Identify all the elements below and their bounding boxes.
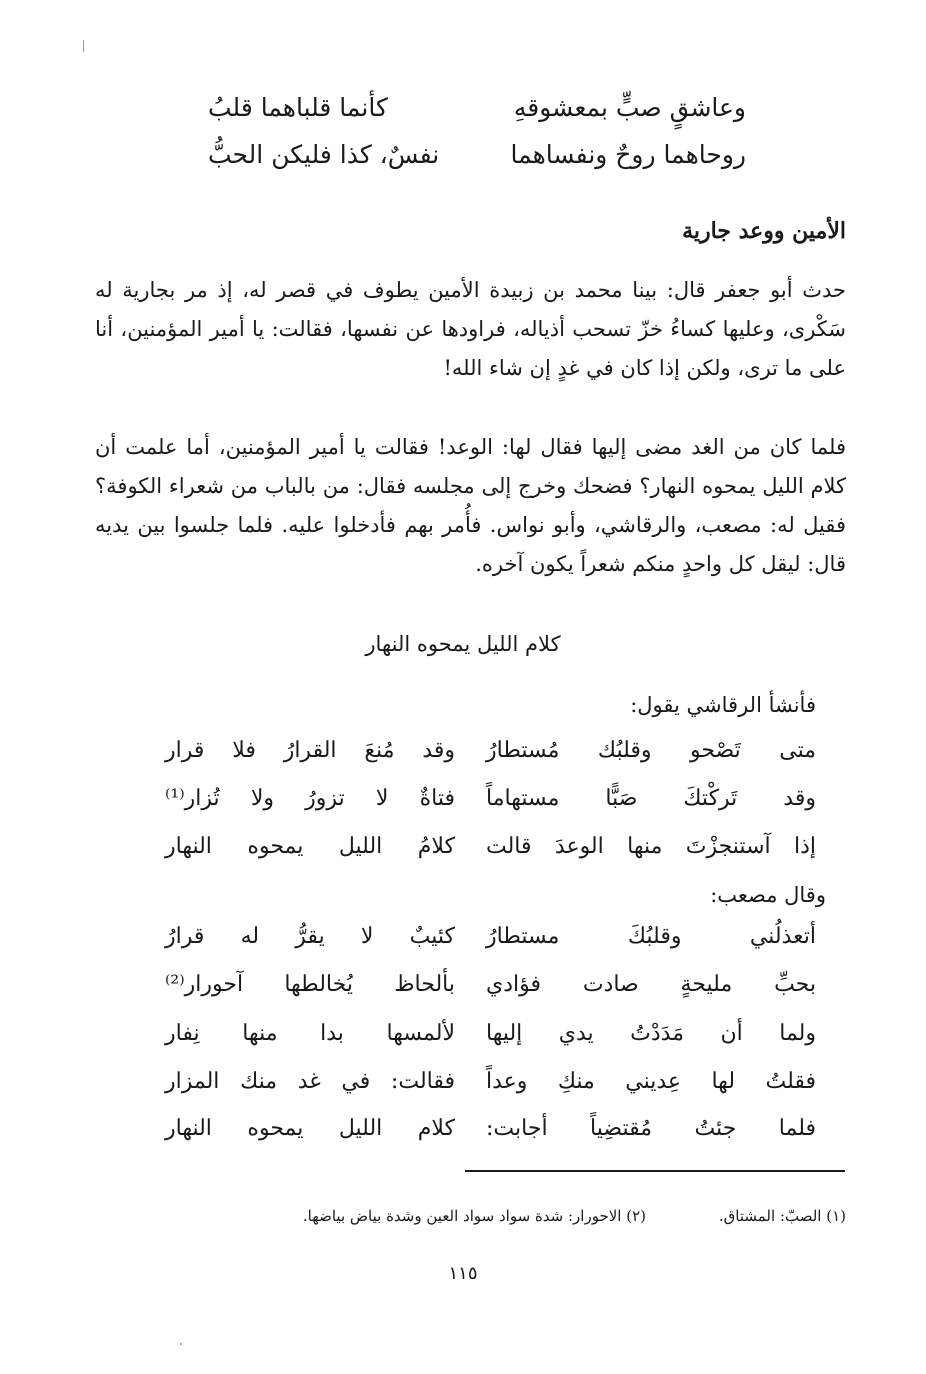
quote-title: كلام الليل يمحوه النهار [365,632,561,656]
opening-verse-1-left: كأنما قلباهما قلبُ [208,93,388,122]
poem1-line2-left: فتاةٌ لا تزورُ ولا تُزار⁽¹⁾ [165,786,455,811]
poem1-line2-right: وقد تَركْتكَ صَبًّا مستهاماً [486,786,816,811]
poem2-line4-left: فقالت: في غد منك المزار [165,1069,455,1094]
opening-verse-1-right: وعاشقٍ صبٍّ بمعشوقهِ [513,93,746,122]
section-title: الأمين ووعد جارية [682,218,846,244]
poem2-line2-left: بألحاظ يُخالطها آحورار⁽²⁾ [165,972,455,997]
poem2-line3-right: ولما أن مَدَدْتُ يدي إليها [486,1021,816,1046]
poem1-intro: فأنشأ الرقاشي يقول: [630,693,816,717]
page-number: ١١٥ [448,1263,478,1284]
poem1-line3-left: كلامُ الليل يمحوه النهار [165,834,455,859]
poem2-line1-left: كئيبٌ لا يقرُّ له قرارُ [165,924,455,949]
poem2-line1-right: أتعذلُني وقلبُكَ مستطارُ [486,924,816,949]
poem1-line3-right: إذا آستنجزْتَ منها الوعدَ قالت [486,834,816,859]
opening-verse-2-right: روحاهما روحٌ ونفساهما [510,140,746,169]
poem2-line3-left: لألمسها بدا منها نِفار [165,1021,455,1046]
paragraph-2: فلما كان من الغد مضى إليها فقال لها: الوعد! فقالت يا أمير المؤمنين، أما علمت أن كلام الليل يمحوه النهار؟ فضحك وخرج إلى مجلسه فقال: من بالباب من شعراء الكوفة؟ فقيل له: مصعب، والرقاشي، وأبو نواس. فأُمر بهم فأدخلوا عليه. فلما جلسوا بين يديه قال: ليقل كل واحدٍ منكم شعراً يكون آخره. [95,435,846,576]
poem2-line5-left: كلام الليل يمحوه النهار [165,1116,455,1141]
footnote-1: (١) الصبّ: المشتاق. [718,1207,846,1225]
poem1-line1-left: وقد مُنعَ القرارُ فلا قرار [165,738,455,763]
poem1-line1-right: متى تَصْحو وقلبُك مُستطارُ [486,738,816,763]
footnote-2: (٢) الاحورار: شدة سواد سواد العين وشدة بياض بياضها. [302,1207,646,1225]
scan-speck [180,1343,182,1345]
opening-verse-2-left: نفسٌ، كذا فليكن الحبُّ [208,140,440,169]
paragraph-1: حدث أبو جعفر قال: بينا محمد بن زبيدة الأمين يطوف في قصر له، إذ مر بجارية له سَكْرى، وعليها كساءُ خزّ تسحب أذياله، فراودها عن نفسها، فقالت: يا أمير المؤمنين، أنا على ما ترى، ولكن إذا كان في غدٍ إن شاء الله! [95,278,846,380]
poem2-intro: وقال مصعب: [710,883,826,907]
footnote-separator [465,1170,845,1172]
scan-mark [83,40,84,52]
poem2-line5-right: فلما جئتُ مُقتضِياً أجابت: [486,1116,816,1141]
poem2-line4-right: فقلتُ لها عِديني منكِ وعداً [486,1069,816,1094]
poem2-line2-right: بحبِّ مليحةٍ صادت فؤادي [486,972,816,997]
